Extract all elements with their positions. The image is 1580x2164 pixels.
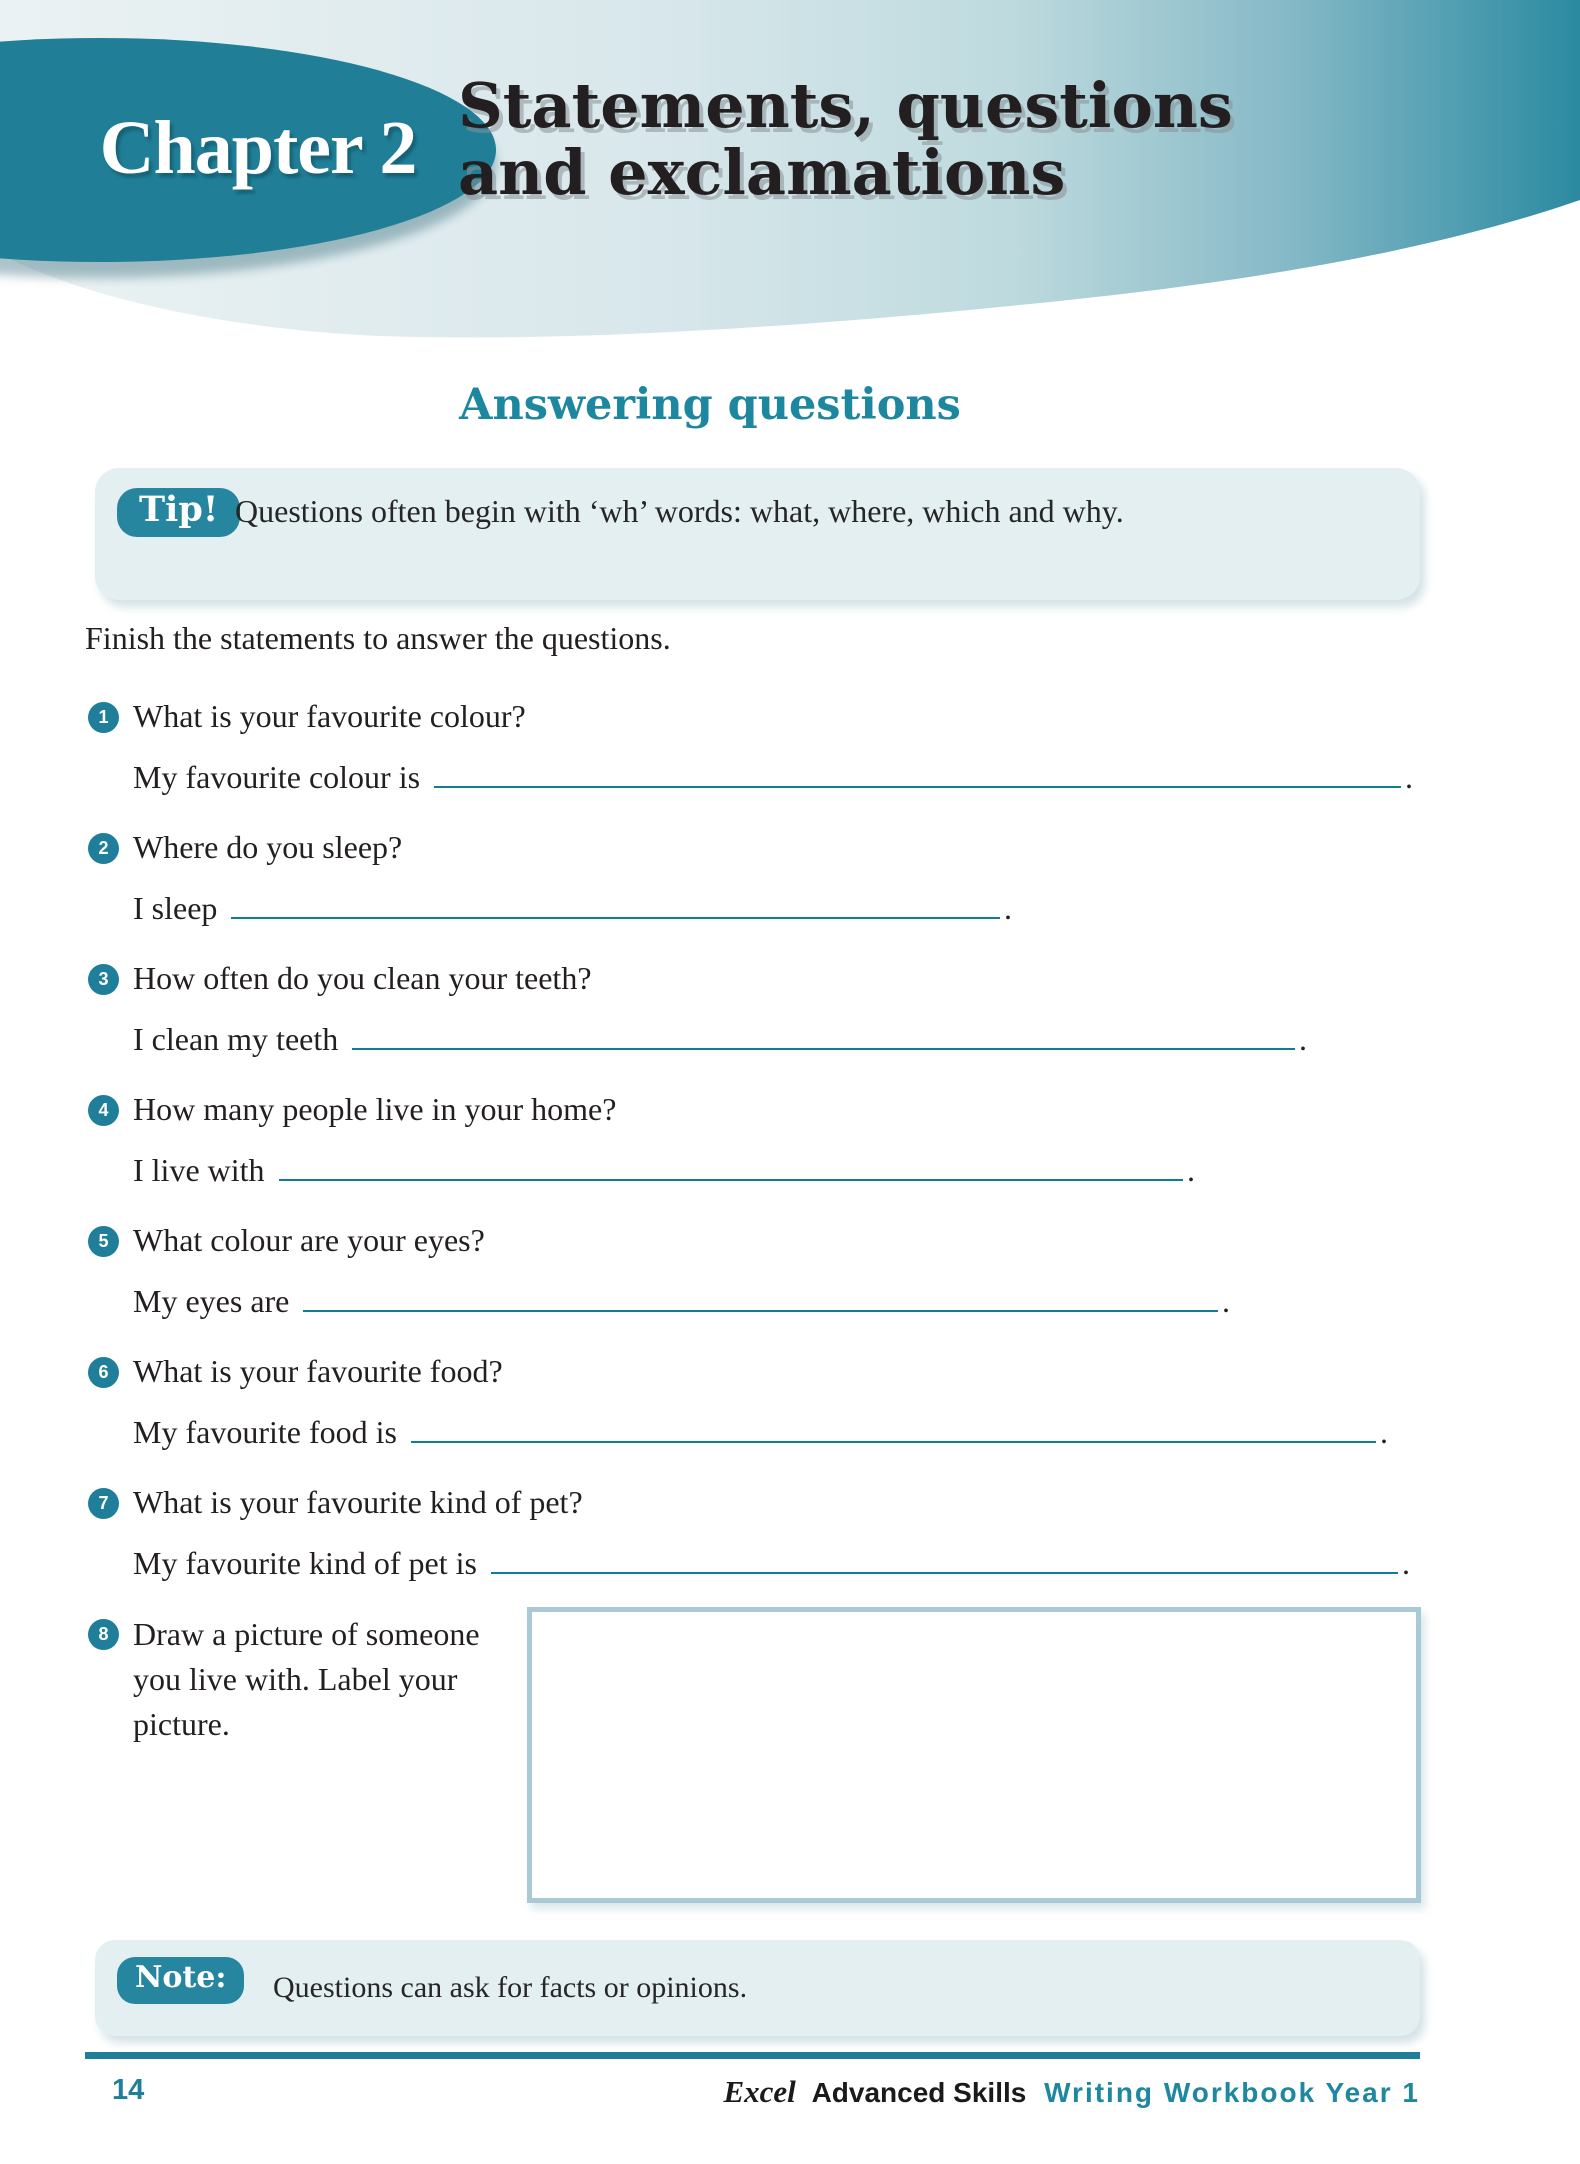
series-title: Writing Workbook Year 1 — [1044, 2077, 1420, 2108]
answer-period: . — [1402, 1545, 1410, 1581]
question-number-badge: 4 — [88, 1095, 119, 1126]
note-badge: Note: — [117, 1957, 244, 2004]
question-text: What colour are your eyes? — [133, 1222, 485, 1258]
answer-prefix: I live with — [133, 1152, 265, 1188]
drawing-area[interactable] — [527, 1607, 1421, 1903]
answer-blank-line[interactable] — [411, 1407, 1376, 1443]
answer-blank-line[interactable] — [352, 1014, 1295, 1050]
question-text: What is your favourite kind of pet? — [133, 1484, 583, 1520]
answer-prefix: I sleep — [133, 890, 218, 926]
chapter-title-line1: Statements, questions — [458, 69, 1233, 142]
answer-blank-line[interactable] — [279, 1145, 1183, 1181]
answer-row — [133, 883, 1012, 927]
question-text: Draw a picture of someone you live with. Label your picture. — [133, 1616, 480, 1742]
answer-row — [133, 1014, 1307, 1058]
brand-subtitle: Advanced Skills — [811, 2077, 1027, 2108]
question-text: Where do you sleep? — [133, 829, 403, 865]
answer-period: . — [1222, 1283, 1230, 1319]
answer-prefix: My favourite food is — [133, 1414, 397, 1450]
answer-blank-line[interactable] — [434, 752, 1401, 788]
answer-period: . — [1187, 1152, 1195, 1188]
question-number-badge: 6 — [88, 1357, 119, 1388]
instruction-text: Finish the statements to answer the questions. — [85, 620, 671, 656]
answer-prefix: My favourite colour is — [133, 759, 421, 795]
question-number-badge: 5 — [88, 1226, 119, 1257]
answer-row — [133, 752, 1413, 796]
question-text: How many people live in your home? — [133, 1091, 617, 1127]
answer-row — [133, 1538, 1410, 1582]
question-number-badge: 1 — [88, 702, 119, 733]
answer-row — [133, 1145, 1195, 1189]
section-title: Answering questions — [459, 380, 961, 430]
question-number-badge: 3 — [88, 964, 119, 995]
answer-row — [133, 1407, 1388, 1451]
answer-row — [133, 1276, 1230, 1320]
note-text: Questions can ask for facts or opinions. — [273, 1971, 748, 2004]
answer-blank-line[interactable] — [231, 883, 1000, 919]
answer-period: . — [1405, 759, 1413, 795]
brand-name: Excel — [723, 2074, 796, 2109]
question-text: How often do you clean your teeth? — [133, 960, 592, 996]
tip-text: Questions often begin with ‘wh’ words: what, where, which and why. — [235, 493, 1124, 529]
answer-blank-line[interactable] — [303, 1276, 1218, 1312]
question-text: What is your favourite food? — [133, 1353, 503, 1389]
answer-period: . — [1299, 1021, 1307, 1057]
question-number-badge: 7 — [88, 1488, 119, 1519]
chapter-title-line2: and exclamations — [458, 136, 1066, 209]
tip-box — [95, 468, 1420, 600]
answer-prefix: My eyes are — [133, 1283, 290, 1319]
page-number: 14 — [112, 2074, 145, 2106]
answer-period: . — [1004, 890, 1012, 926]
footer-divider — [85, 2052, 1420, 2059]
tip-badge: Tip! — [117, 488, 240, 537]
question-number-badge: 8 — [88, 1619, 119, 1650]
chapter-title — [458, 69, 1233, 209]
question-text: What is your favourite colour? — [133, 698, 526, 734]
question-number-badge: 2 — [88, 833, 119, 864]
note-box — [95, 1940, 1420, 2036]
answer-blank-line[interactable] — [491, 1538, 1398, 1574]
answer-period: . — [1380, 1414, 1388, 1450]
answer-prefix: My favourite kind of pet is — [133, 1545, 477, 1581]
chapter-label: Chapter 2 — [99, 106, 417, 190]
footer-brand — [723, 2074, 1420, 2110]
answer-prefix: I clean my teeth — [133, 1021, 339, 1057]
